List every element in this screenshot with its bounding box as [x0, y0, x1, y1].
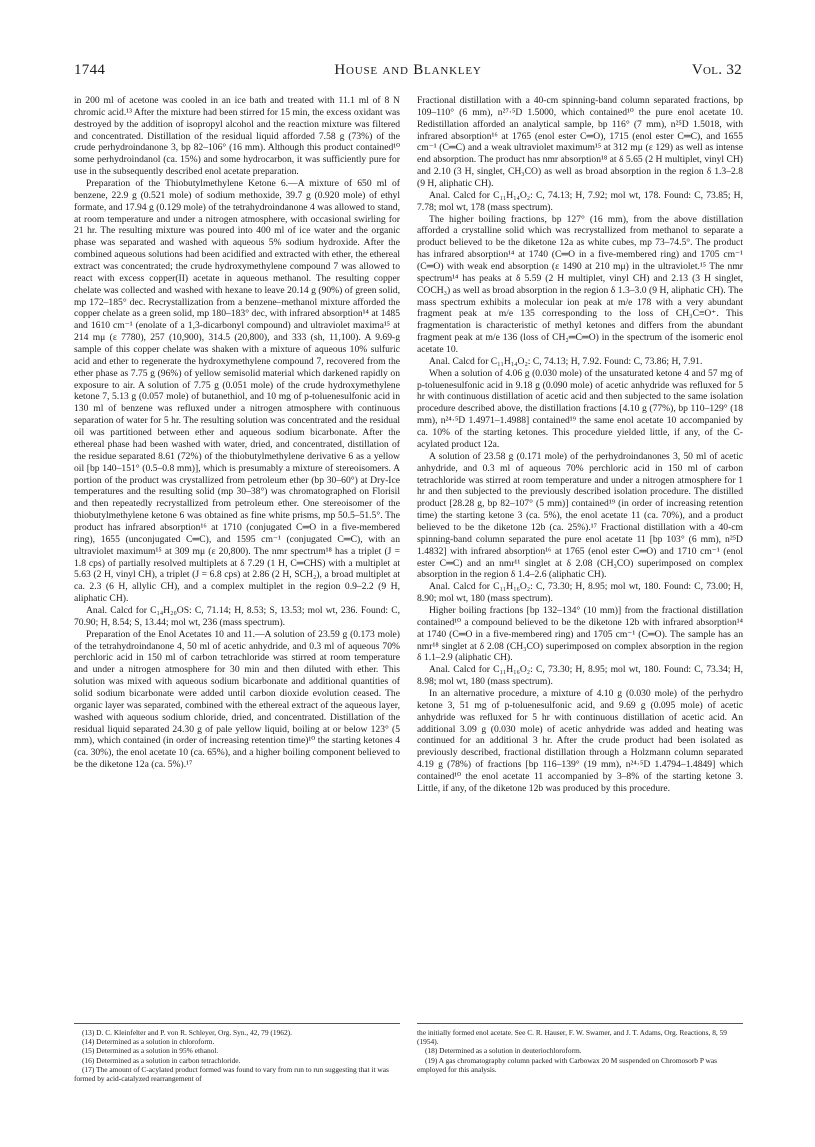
right-column: [417, 95, 743, 795]
paragraph: Anal. Calcd for C₁₁H₁₆O₂: C, 73.30; H, 8.95; mol wt, 180. Found: C, 73.34; H, 8.98; mol wt, 180 (mass spectrum).: [417, 664, 743, 688]
volume-label: Vol. 32: [691, 62, 742, 78]
page-number: 1744: [74, 62, 106, 78]
footnote: (16) Determined as a solution in carbon tetrachloride.: [82, 1055, 241, 1065]
paragraph: Higher boiling fractions [bp 132–134° (10 mm)] from the fractional distillation contained¹⁰ a compound believed to be the diketone 12b with infrared absorption¹⁴ at 1740 (C═O in a five-membered ring) and 1705 cm⁻¹ (C═O). The sample has an nmr¹⁸ singlet at δ 2.08 (CH₃CO) superimposed on complex absorption in the region δ 1.1–2.9 (aliphatic CH).: [417, 604, 743, 664]
footnote-divider: [417, 1023, 743, 1024]
footnote: (13) D. C. Kleinfelter and P. von R. Schleyer, Org. Syn., 42, 79 (1962).: [82, 1028, 292, 1037]
paragraph: Anal. Calcd for C₁₁H₁₄O₂: C, 74.13; H, 7.92. Found: C, 73.86; H, 7.91.: [429, 355, 703, 367]
paragraph: A solution of 23.58 g (0.171 mole) of the perhydroindanones 3, 50 ml of acetic anhydride, and 0.3 ml of aqueous 70% perchloric acid in 150 ml of carbon tetrachloride was stirred at room temperature and under a nitrogen atmosphere for 1 hr and then subjected to the previously described isolation procedure. The distilled product [28.28 g, bp 82–107° (5 mm)] contained¹⁹ (in order of increasing retention time) the starting ketone 3 (ca. 5%), the enol acetate 11 (ca. 70%), and a product believed to be the diketone 12b (ca. 25%).¹⁷ Fractional distillation with a 40-cm spinning-band column separated the pure enol acetate 11 [bp 103° (6 mm), n²⁵D 1.4832] with infrared absorption¹⁶ at 1765 (enol ester C═O) and 1710 cm⁻¹ (enol ester C═C) and an nmr¹¹ singlet at δ 2.08 (CH₃CO) superimposed on complex absorption in the region δ 1.4–2.6 (aliphatic CH).: [417, 450, 743, 581]
running-header: [74, 62, 742, 84]
footnote: (19) A gas chromatography column packed with Carbowax 20 M suspended on Chromosorb P was employed for this analysis.: [417, 1055, 718, 1074]
left-column: [74, 95, 400, 771]
footnote: (14) Determined as a solution in chloroform.: [82, 1037, 215, 1047]
footnote: (15) Determined as a solution in 95% ethanol.: [82, 1046, 219, 1056]
paragraph: Anal. Calcd for C₁₁H₁₆O₂: C, 73.30; H, 8.95; mol wt, 180. Found: C, 73.00; H, 8.90; mol wt, 180 (mass spectrum).: [417, 581, 743, 605]
paragraph: Preparation of the Thiobutylmethylene Ketone 6.—A mixture of 650 ml of benzene, 22.9 g (0.521 mole) of sodium methoxide, 39.7 g (0.920 mole) of ethyl formate, and 17.94 g (0.129 mole) of the tetrahydroindanone 4 was allowed to stand, at room temperature and under a nitrogen atmosphere, with occasional swirling for 21 hr. The resulting mixture was poured into 400 ml of ice water and the organic phase was separated and washed with aqueous 5% sodium hydroxide. After the combined aqueous solutions had been acidified and extracted with ether, the ethereal extract was concentrated; the crude hydroxymethylene compound 7 was allowed to react with excess copper(II) acetate in aqueous methanol. The resulting copper chelate was collected and washed with hexane to leave 20.14 g (90%) of green solid, mp 172–185° dec. Recrystallization from a benzene–methanol mixture afforded the copper chelate as a green solid, mp 180–183° dec, with infrared absorption¹⁴ at 1485 and 1610 cm⁻¹ (enolate of a 1,3-dicarbonyl compound) and ultraviolet maxima¹⁵ at 214 mμ (ε 7780), 257 (10,900), 314.5 (20,800), and 333 (sh, 11,100). A 9.69-g sample of this copper chelate was shaken with a mixture of aqueous 10% sulfuric acid and ether to regenerate the hydroxymethylene compound 7, recovered from the ether phase as 7.75 g (96%) of yellow semisolid material which darkened rapidly on exposure to air. A solution of 7.75 g (0.051 mole) of the crude hydroxymethylene ketone 7, 5.13 g (0.057 mole) of butanethiol, and 10 mg of p-toluenesulfonic acid in 130 ml of benzene was refluxed under a nitrogen atmosphere with continuous separation of water for 5 hr. The resulting solution was concentrated and the residual oil was partitioned between ether and aqueous sodium bicarbonate. After the ethereal phase had been washed with water, dried, and concentrated, distillation of the residue separated 8.61 (72%) of the thiobutylmethylene derivative 6 as a yellow oil [bp 140–151° (0.5–0.8 mm)], which is presumably a mixture of stereoisomers. A portion of the product was crystallized from petroleum ether (bp 30–60°) at Dry-Ice temperatures and the resulting solid (mp 30–38°) was chromatographed on Florisil and then repeatedly recrystallized from petroleum ether. One stereoisomer of the thiobutylmethylene ketone 6 was obtained as fine white prisms, mp 50.5–51.5°. The product has infrared absorption¹⁶ at 1710 (conjugated C═O in a five-membered ring), 1655 (unconjugated C═C), and 1595 cm⁻¹ (conjugated C═C), with an ultraviolet maximum¹⁵ at 309 mμ (ε 20,800). The nmr spectrum¹⁸ has a triplet (J = 1.8 cps) of partially resolved multiplets at δ 7.29 (1 H, C═CHS) with a multiplet at 5.63 (2 H, vinyl CH), a triplet (J = 6.8 cps) at 2.86 (2 H, SCH₂), a broad multiplet at ca. 2.3 (6 H, allylic CH), and a complex multiplet in the region 0.9–2.2 (9 H, aliphatic CH).: [74, 178, 400, 605]
paragraph: The higher boiling fractions, bp 127° (16 mm), from the above distillation afforded a crystalline solid which was recrystallized from methanol to separate a product believed to be the diketone 12a as white cubes, mp 73–74.5°. The product has infrared absorption¹⁴ at 1740 (C═O in a five-membered ring) and 1705 cm⁻¹ (C═O) with weak end absorption (ε 1490 at 210 mμ) in the ultraviolet.¹⁵ The nmr spectrum¹⁴ has peaks at δ 5.59 (2 H multiplet, vinyl CH) and 2.13 (3 H singlet, COCH₃) as well as broad absorption in the region δ 1.3–3.0 (9 H, aliphatic CH). The mass spectrum exhibits a molecular ion peak at m/e 178 with a very abundant fragment peak at m/e 135 corresponding to the loss of CH₃C≡O⁺. This fragmentation is characteristic of methyl ketones and differs from the abundant fragment peak at m/e 136 (loss of CH₂═C═O) in the spectrum of the isomeric enol acetate 10.: [417, 213, 743, 356]
paragraph: in 200 ml of acetone was cooled in an ice bath and treated with 11.1 ml of 8 N chromic acid.¹³ After the mixture had been stirred for 15 min, the excess oxidant was destroyed by the addition of isopropyl alcohol and the reaction mixture was filtered and concentrated. Distillation of the residual liquid afforded 7.58 g (73%) of the crude perhydroindanone 3, bp 82–106° (16 mm). Although this product contained¹⁰ some perhydroindanol (ca. 15%) and some hydrocarbon, it was sufficiently pure for use in the subsequently described enol acetate preparation.: [74, 95, 400, 178]
footnotes-right: [417, 1023, 743, 1074]
footnote-divider: [74, 1023, 400, 1024]
footnotes-left: [74, 1023, 400, 1083]
footnote: (18) Determined as a solution in deuteriochloroform.: [425, 1046, 582, 1056]
paragraph: Fractional distillation with a 40-cm spinning-band column separated fractions, bp 109–110° (6 mm), n²⁷·⁵D 1.5000, which contained¹⁰ the pure enol acetate 10. Redistillation afforded an analytical sample, bp 116° (7 mm), n²⁵D 1.5018, with infrared absorption¹⁶ at 1765 (enol ester C═O), 1715 (enol ester C═C), and 1655 cm⁻¹ (C═C) and a weak ultraviolet maximum¹⁵ at 312 mμ (ε 129) as well as intense end absorption. The product has nmr absorption¹⁸ at δ 5.65 (2 H multiplet, vinyl CH) and 2.10 (3 H, singlet, CH₃CO) as well as broad absorption in the region δ 1.3–2.8 (9 H, aliphatic CH).: [417, 95, 743, 190]
paragraph: When a solution of 4.06 g (0.030 mole) of the unsaturated ketone 4 and 57 mg of p-toluenesulfonic acid in 9.18 g (0.090 mole) of acetic anhydride was refluxed for 5 hr with continuous distillation of acetic acid and then subjected to the same isolation procedure described above, the distillation fractions [4.10 g (77%), bp 110–129° (18 mm), n²⁴·⁵D 1.4971–1.4988] contained¹⁹ the same enol acetate 10 accompanied by ca. 10% of the starting ketones. This procedure yielded little, if any, of the C-acylated product 12a.: [417, 367, 743, 450]
paragraph: Anal. Calcd for C₁₁H₁₄O₂: C, 74.13; H, 7.92; mol wt, 178. Found: C, 73.85; H, 7.78; mol wt, 178 (mass spectrum).: [417, 189, 743, 213]
footnote: the initially formed enol acetate. See C. R. Hauser, F. W. Swamer, and J. T. Adams, Org. Reactions, 8, 59 (1954).: [417, 1028, 727, 1047]
paragraph: In an alternative procedure, a mixture of 4.10 g (0.030 mole) of the perhydro ketone 3, 51 mg of p-toluenesulfonic acid, and 9.69 g (0.095 mole) of acetic anhydride was refluxed for 5 hr with continuous distillation of acetic acid. An additional 3.09 g (0.030 mole) of acetic anhydride was added and heating was continued for an additional 3 hr. After the crude product had been isolated as previously described, fractional distillation through a Holzmann column separated 4.19 g (78%) of fractions [bp 116–139° (19 mm), n²⁴·⁵D 1.4794–1.4849] which contained¹⁰ the enol acetate 11 accompanied by 3–8% of the starting ketone 3. Little, if any, of the diketone 12b was produced by this procedure.: [417, 687, 743, 794]
paragraph: Anal. Calcd for C₁₄H₂₀OS: C, 71.14; H, 8.53; S, 13.53; mol wt, 236. Found: C, 70.90; H, 8.54; S, 13.44; mol wt, 236 (mass spectrum).: [74, 604, 400, 628]
paragraph: Preparation of the Enol Acetates 10 and 11.—A solution of 23.59 g (0.173 mole) of the tetrahydroindanone 4, 50 ml of acetic anhydride, and 0.3 ml of aqueous 70% perchloric acid in 150 ml of carbon tetrachloride was stirred at room temperature and under a nitrogen atmosphere for 30 min and then diluted with ether. This solution was mixed with aqueous sodium bicarbonate and additional quantities of solid sodium bicarbonate were added until carbon dioxide evolution ceased. The organic layer was separated, combined with the ethereal extract of the aqueous layer, washed with aqueous sodium chloride, dried, and concentrated. Distillation of the residual liquid separated 24.30 g of pale yellow liquid, boiling at or below 123° (5 mm), which contained (in order of increasing retention time)¹⁰ the starting ketones 4 (ca. 30%), the enol acetate 10 (ca. 65%), and a higher boiling component believed to be the diketone 12a (ca. 5%).¹⁷: [74, 628, 400, 771]
footnote: (17) The amount of C-acylated product formed was found to vary from run to run suggesting that it was formed by acid-catalyzed rearrangement of: [74, 1064, 389, 1084]
running-title: House and Blankley: [334, 62, 482, 78]
